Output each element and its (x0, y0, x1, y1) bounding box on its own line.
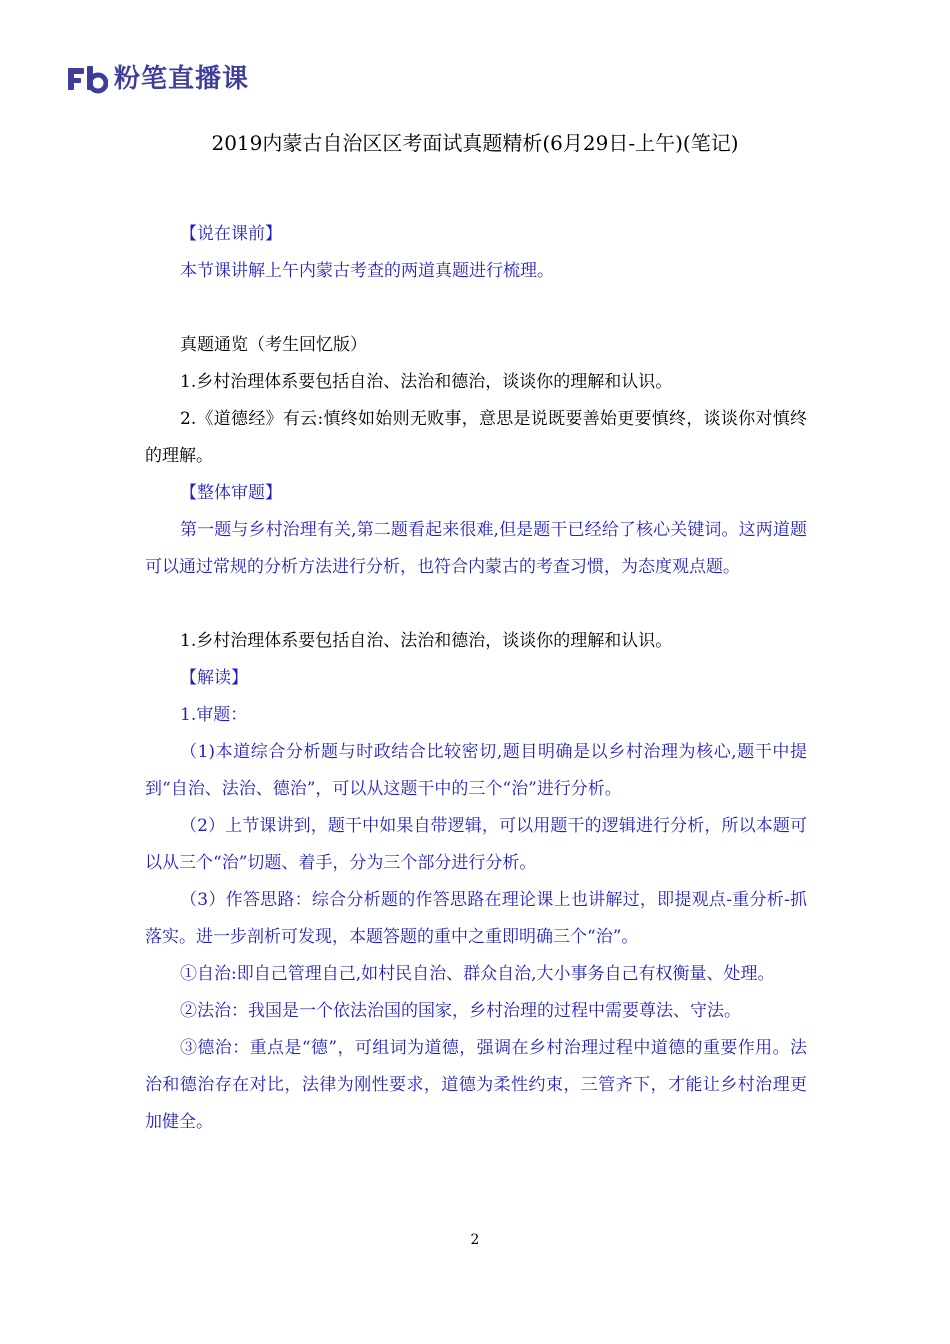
paragraph: （2）上节课讲到，题干中如果自带逻辑，可以用题干的逻辑进行分析，所以本题可以从三个“治”切题、着手，分为三个部分进行分析。 (145, 816, 807, 873)
document-body (145, 216, 807, 1141)
paragraph: ②法治：我国是一个依法治国的国家，乡村治理的过程中需要尊法、守法。 (180, 1001, 741, 1021)
paragraph-spacer (145, 290, 807, 327)
paragraph: 【解读】 (180, 668, 248, 688)
paragraph: 第一题与乡村治理有关,第二题看起来很难,但是题干已经给了核心关键词。这两道题可以通过常规的分析方法进行分析，也符合内蒙古的考查习惯，为态度观点题。 (145, 520, 807, 577)
paragraph: ③德治：重点是“德”，可组词为道德，强调在乡村治理过程中道德的重要作用。法治和德治存在对比，法律为刚性要求，道德为柔性约束，三管齐下，才能让乡村治理更加健全。 (145, 1038, 807, 1132)
paragraph: ①自治:即自己管理自己,如村民自治、群众自治,大小事务自己有权衡量、处理。 (180, 964, 775, 984)
paragraph: 1.乡村治理体系要包括自治、法治和德治，谈谈你的理解和认识。 (180, 372, 673, 392)
paragraph: 本节课讲解上午内蒙古考查的两道真题进行梳理。 (180, 261, 554, 281)
brand-logo (66, 62, 249, 96)
page-number: 2 (470, 1232, 480, 1248)
fb-logo-icon (66, 64, 108, 94)
paragraph: （1)本道综合分析题与时政结合比较密切,题目明确是以乡村治理为核心,题干中提到“自治、法治、德治”，可以从这题干中的三个“治”进行分析。 (145, 742, 807, 799)
paragraph: 2.《道德经》有云:慎终如始则无败事，意思是说既要善始更要慎终，谈谈你对慎终的理解。 (145, 409, 807, 466)
paragraph: 【说在课前】 (180, 224, 282, 244)
paragraph-spacer (145, 586, 807, 623)
document-title: 2019内蒙古自治区区考面试真题精析(6月29日-上午)(笔记) (211, 131, 739, 155)
paragraph: 1.乡村治理体系要包括自治、法治和德治，谈谈你的理解和认识。 (180, 631, 673, 651)
paragraph: 1.审题： (180, 705, 248, 725)
paragraph: 真题通览（考生回忆版） (180, 335, 367, 355)
paragraph: （3）作答思路：综合分析题的作答思路在理论课上也讲解过，即提观点-重分析-抓落实。进一步剖析可发现，本题答题的重中之重即明确三个“治”。 (145, 890, 807, 947)
paragraph: 【整体审题】 (180, 483, 282, 503)
logo-text: 粉笔直播课 (114, 64, 250, 94)
